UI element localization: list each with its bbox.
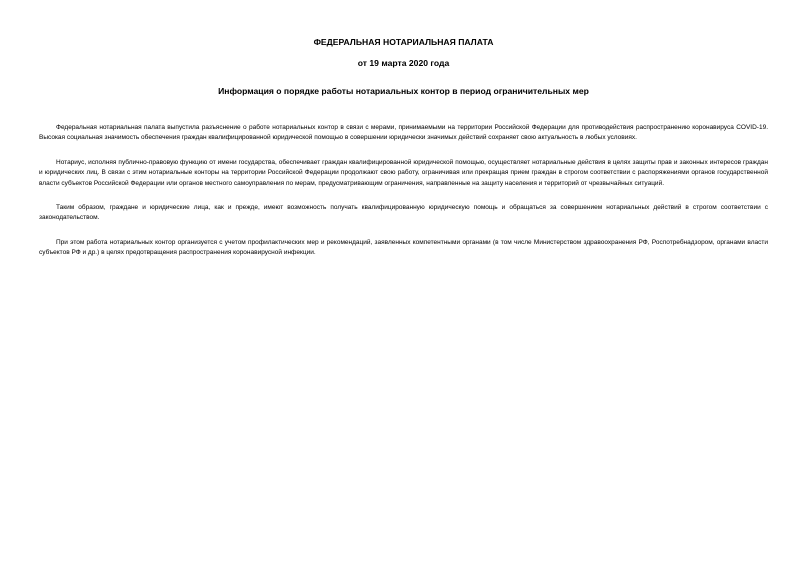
paragraph-4: При этом работа нотариальных контор организуется с учетом профилактических мер и рекомендаций, заявленных компетентными органами (в том числе Министерством здравоохранения РФ, Роспотребнадзором, органами власти субъектов РФ и др.) в целях предотвращения распространения коронавирусной инфекции. (39, 238, 768, 257)
organization-heading: ФЕДЕРАЛЬНАЯ НОТАРИАЛЬНАЯ ПАЛАТА (313, 37, 494, 47)
document-body (39, 123, 768, 273)
document-title: Информация о порядке работы нотариальных контор в период ограничительных мер (218, 86, 589, 96)
paragraph-2: Нотариус, исполняя публично-правовую функцию от имени государства, обеспечивает граждан квалифицированной юридической помощью, осуществляет нотариальные действия в целях защиты прав и законных интересов граждан и юридических лиц. В связи с этим нотариальные конторы на территории Российской Федерации продолжают свою работу, ограничивая или прекращая прием граждан в строгом соответствии с распоряжениями органов государственной власти субъектов Российской Федерации или органов местного самоуправления по мерам, предусматривающим ограничения, направленные на защиту населения и территорий от чрезвычайных ситуаций. (39, 158, 768, 187)
paragraph-3: Таким образом, граждане и юридические лица, как и прежде, имеют возможность получать квалифицированную юридическую помощь и обращаться за совершением нотариальных действий в строгом соответствии с законодательством. (39, 204, 768, 222)
paragraph-1: Федеральная нотариальная палата выпустила разъяснение о работе нотариальных контор в связи с мерами, принимаемыми на территории Российской Федерации для противодействия распространению коронавируса COVID-19. Высокая социальная значимость обеспечения граждан квалифицированной юридической помощью в совершении юридически значимых действий сохраняет свою актуальность в любых условиях. (39, 124, 768, 142)
document-date: от 19 марта 2020 года (357, 58, 450, 68)
